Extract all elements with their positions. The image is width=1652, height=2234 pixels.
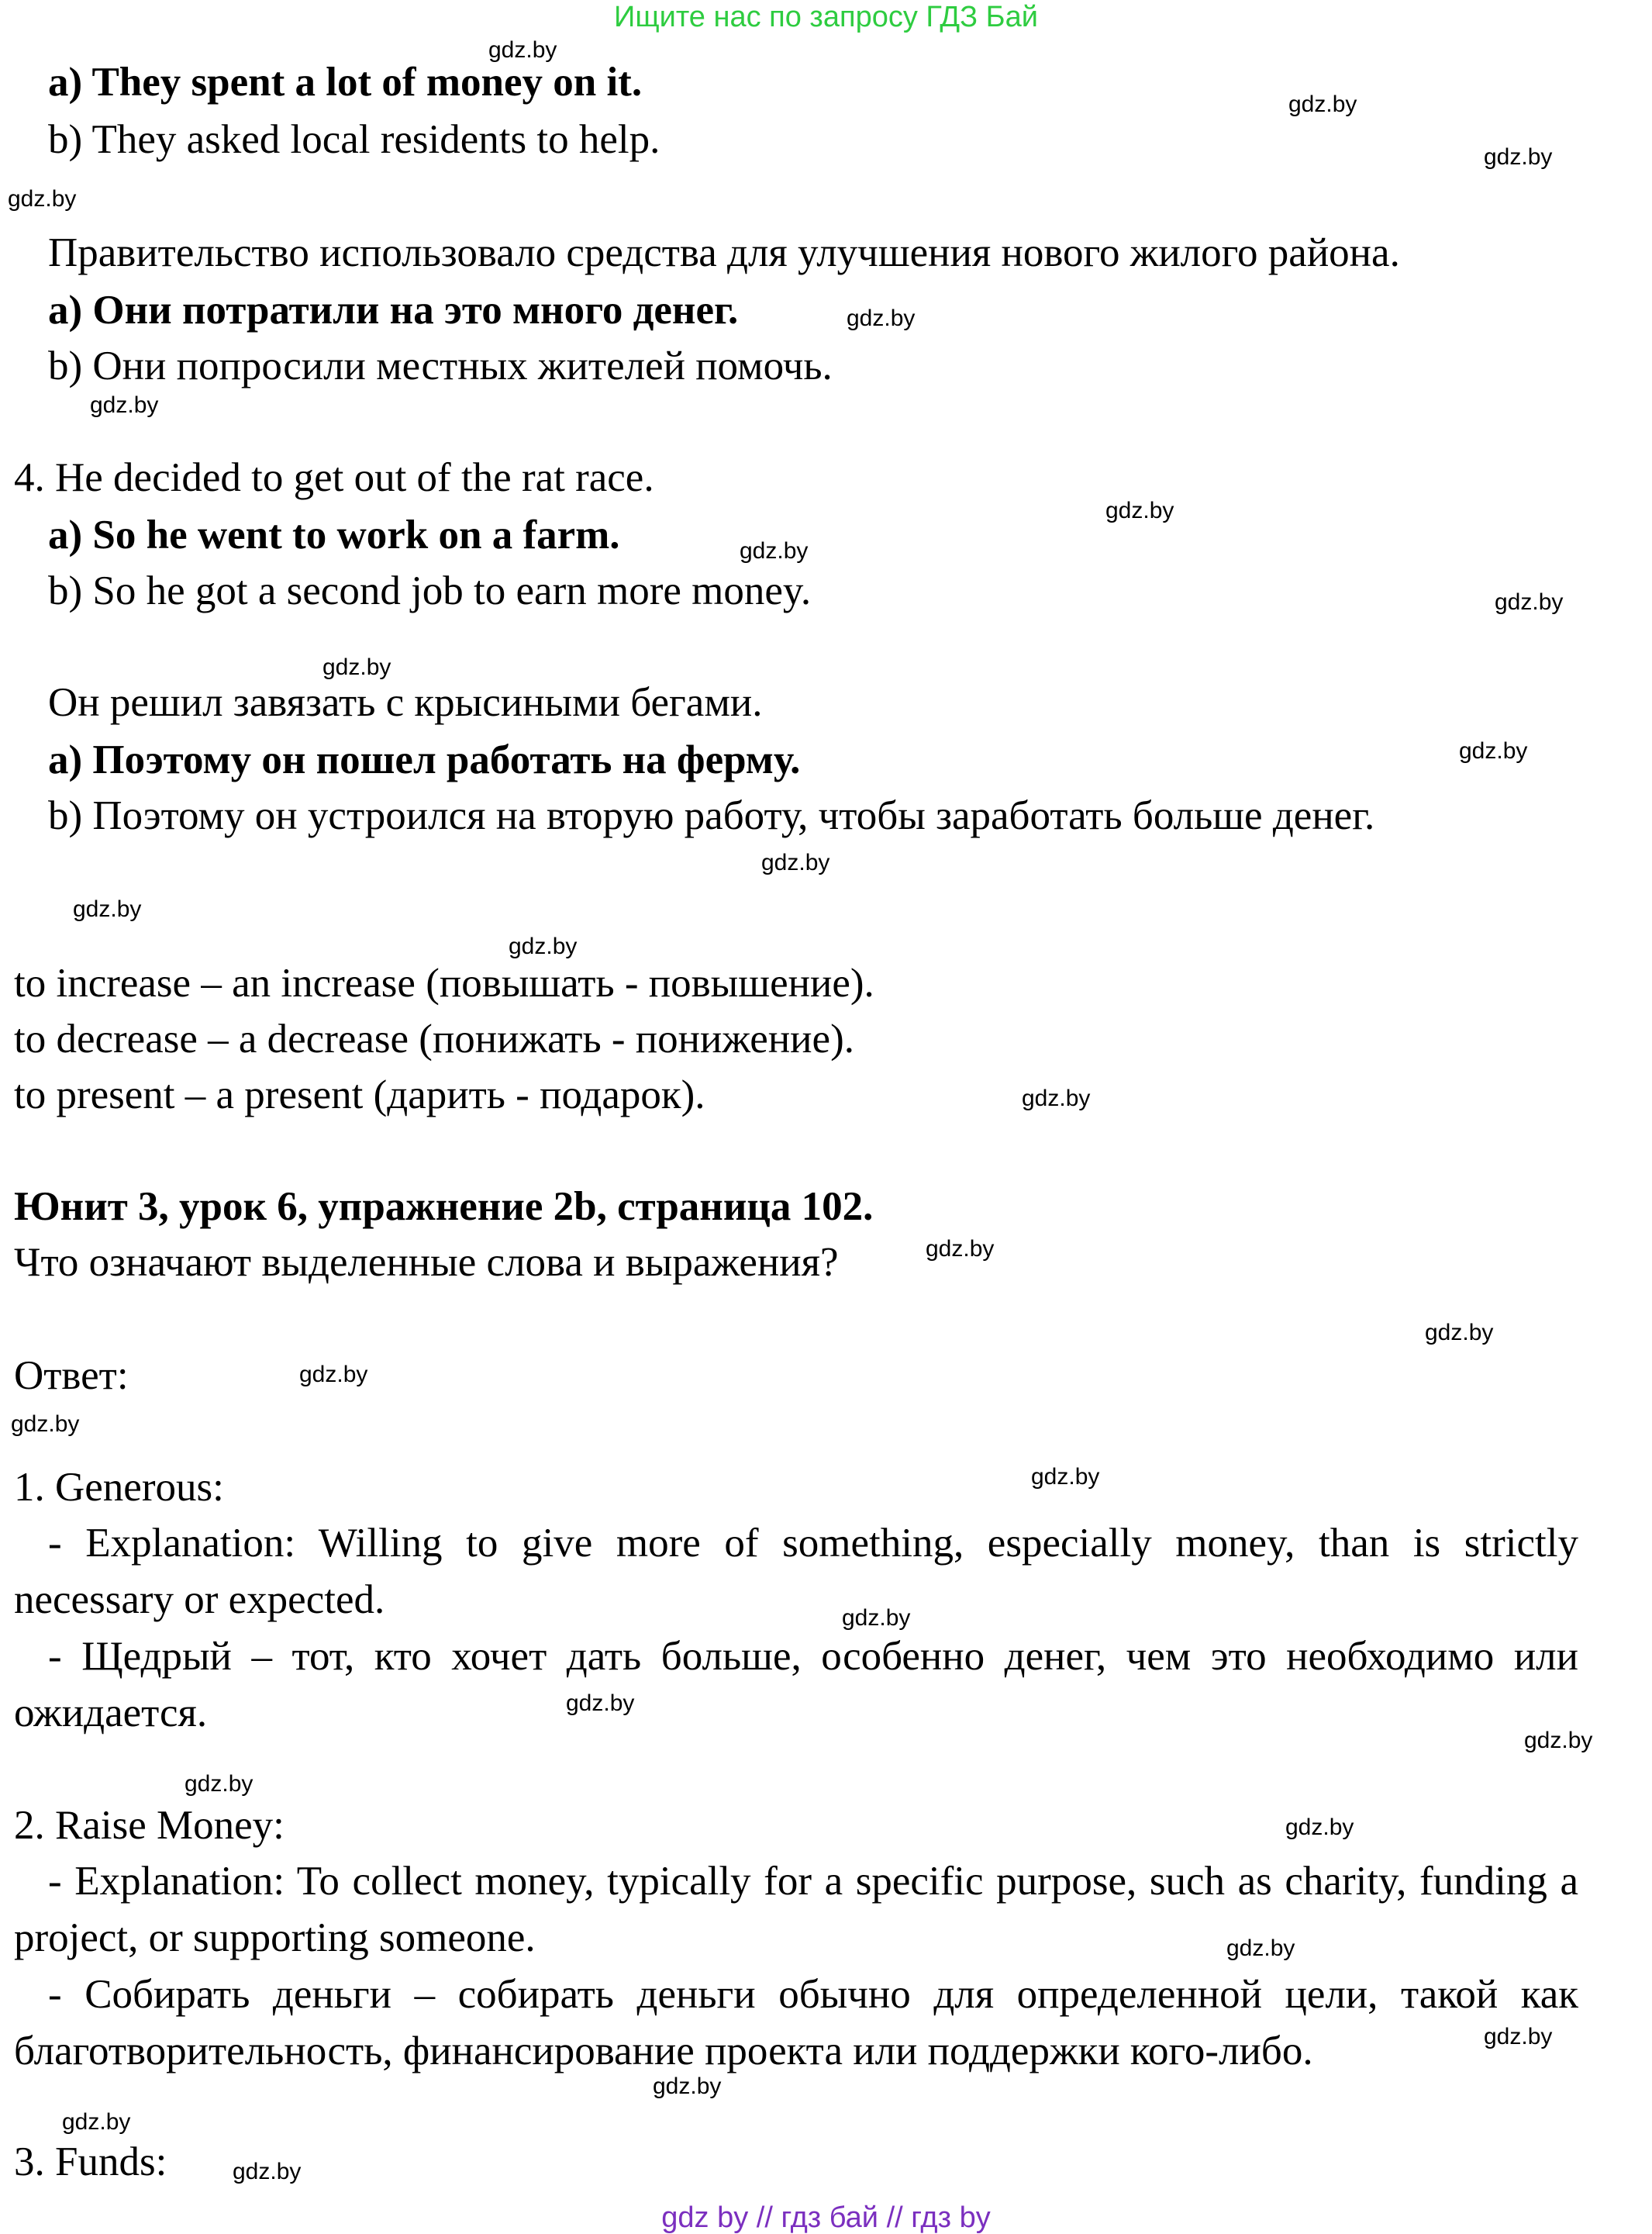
russian-sentence: Правительство использовало средства для улучшения нового жилого района.	[48, 230, 1400, 275]
watermark: gdz.by	[488, 37, 557, 63]
watermark: gdz.by	[509, 934, 578, 959]
watermark: gdz.by	[185, 1771, 253, 1797]
option-b-english: b) They asked local residents to help.	[48, 117, 660, 162]
watermark: gdz.by	[11, 1411, 80, 1437]
watermark: gdz.by	[1031, 1464, 1100, 1490]
option-a-russian-4: a) Поэтому он пошел работать на ферму.	[48, 737, 801, 782]
watermark: gdz.by	[1105, 498, 1174, 523]
watermark: gdz.by	[1288, 92, 1357, 117]
option-a-russian: a) Они потратили на это много денег.	[48, 288, 739, 333]
watermark: gdz.by	[90, 392, 159, 418]
bottom-banner[interactable]: gdz by // гдз бай // гдз by	[661, 2201, 991, 2234]
watermark: gdz.by	[1495, 589, 1564, 615]
watermark: gdz.by	[926, 1236, 995, 1262]
watermark: gdz.by	[322, 654, 391, 680]
item-title-funds: 3. Funds:	[14, 2139, 167, 2184]
answer-label: Ответ:	[14, 1353, 129, 1398]
watermark: gdz.by	[653, 2073, 722, 2099]
watermark: gdz.by	[233, 2159, 302, 2184]
watermark: gdz.by	[1459, 738, 1528, 764]
item-russian-raise-money: - Собирать деньги – собирать деньги обычно для определенной цели, такой как благотворительность, финансирование проекта или поддержки кого-либо.	[14, 1972, 1578, 2073]
watermark: gdz.by	[740, 538, 809, 564]
word-pair: to decrease – a decrease (понижать - понижение).	[14, 1017, 854, 1062]
watermark: gdz.by	[1285, 1814, 1354, 1840]
option-b-english-4: b) So he got a second job to earn more money.	[48, 568, 812, 613]
item-explanation-generous: - Explanation: Willing to give more of something, especially money, than is strictly necessary or expected.	[14, 1521, 1578, 1622]
watermark: gdz.by	[761, 850, 830, 875]
exercise-heading: Юнит 3, урок 6, упражнение 2b, страница 102.	[14, 1184, 874, 1229]
watermark: gdz.by	[847, 306, 916, 331]
watermark: gdz.by	[1022, 1086, 1091, 1111]
watermark: gdz.by	[8, 186, 77, 212]
watermark: gdz.by	[842, 1605, 911, 1631]
watermark: gdz.by	[1425, 1320, 1494, 1345]
watermark: gdz.by	[1524, 1728, 1593, 1753]
exercise-question: Что означают выделенные слова и выражения?	[14, 1240, 839, 1285]
item-title-generous: 1. Generous:	[14, 1465, 224, 1510]
item-explanation-raise-money: - Explanation: To collect money, typically for a specific purpose, such as charity, funding a project, or supporting someone.	[14, 1859, 1578, 1960]
watermark: gdz.by	[566, 1690, 635, 1716]
word-pair: to increase – an increase (повышать - повышение).	[14, 961, 874, 1006]
watermark: gdz.by	[1484, 2024, 1553, 2049]
top-banner[interactable]: Ищите нас по запросу ГДЗ Бай	[614, 1, 1038, 33]
item-russian-generous: - Щедрый – тот, кто хочет дать больше, особенно денег, чем это необходимо или ожидается.	[14, 1634, 1578, 1735]
watermark: gdz.by	[62, 2109, 131, 2135]
watermark: gdz.by	[1484, 144, 1553, 170]
watermark: gdz.by	[299, 1362, 368, 1387]
word-pair: to present – a present (дарить - подарок).	[14, 1072, 705, 1117]
exercise-sentence-4: 4. He decided to get out of the rat race.	[14, 455, 654, 500]
option-b-russian: b) Они попросили местных жителей помочь.	[48, 344, 833, 388]
russian-sentence-4: Он решил завязать с крысиными бегами.	[48, 680, 763, 725]
option-a-english: a) They spent a lot of money on it.	[48, 60, 643, 105]
item-title-raise-money: 2. Raise Money:	[14, 1803, 285, 1848]
option-b-russian-4: b) Поэтому он устроился на вторую работу, чтобы заработать больше денег.	[48, 793, 1375, 838]
watermark: gdz.by	[1226, 1935, 1295, 1961]
watermark: gdz.by	[73, 896, 142, 922]
option-a-english-4: a) So he went to work on a farm.	[48, 513, 620, 558]
